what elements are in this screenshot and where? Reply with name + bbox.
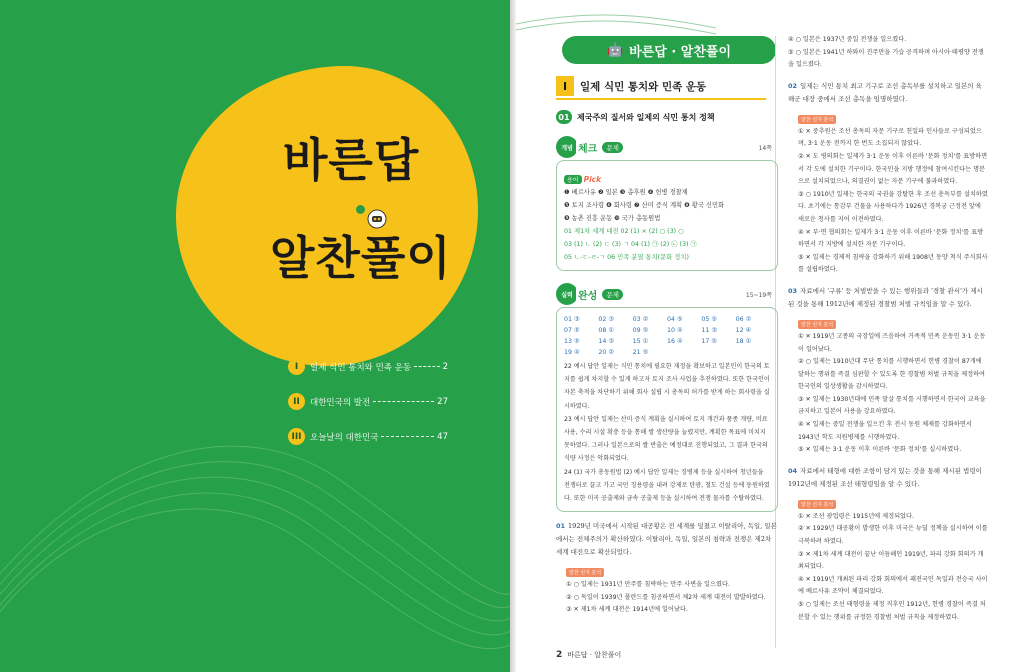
question-number: 03 bbox=[788, 286, 798, 295]
answer-item: 13 ⑤ bbox=[564, 338, 580, 345]
answer-item: 16 ④ bbox=[666, 338, 683, 345]
answer-paragraph: 22 예시 답안 일제는 식민 통치에 필요한 재정을 확보하고 일본인이 한국의 토지를 쉽게 차지할 수 있게 하고자 토지 조사 사업을 추진하였다. 또한 한국인이 자본 축적을 차단하기 위해 회사 설립 시 총독의 허가를 받게 하는 회사령을 실시하였다. bbox=[564, 363, 770, 410]
answer-item: 17 ⑤ bbox=[701, 338, 717, 345]
answer-item: 06 ② bbox=[735, 316, 752, 323]
cover-dot bbox=[356, 205, 365, 214]
check-line: 05 ㄴ-ㄷ-ㄹ-ㄱ 06 민족 분열 통치(문화 정치) bbox=[564, 254, 689, 261]
unit-title bbox=[556, 76, 778, 96]
unit-title-text: 일제 식민 통치와 민족 운동 bbox=[580, 80, 707, 93]
toc-page: 47 bbox=[437, 431, 448, 442]
option-line: ② ○ 독일이 1939년 폴란드를 침공하면서 제2차 세계 대전이 발발하였다. bbox=[566, 593, 766, 601]
option-line: ⑤ ○ 일제는 조선 태형령을 제정 직후인 1912년, 헌병 경찰이 즉결 처분할 수 있는 행위를 규정한 경찰범 처벌 규칙을 제정하였다. bbox=[798, 601, 986, 621]
lesson-number: 01 bbox=[556, 110, 572, 124]
option-line: ① ✕ 조선 광업령은 1915년에 제정되었다. bbox=[798, 512, 914, 520]
answer-item: 20 ② bbox=[598, 349, 614, 356]
question-03 bbox=[788, 285, 988, 311]
check-line: ❺ 토지 조사령 ❻ 회사령 ❼ 산미 증식 계획 ❽ 황국 신민화 bbox=[564, 202, 725, 209]
question-text: 일제는 식민 통치 최고 기구로 조선 총독부를 설치하고 일본의 육해군 대장 중에서 조선 총독을 임명하였다. bbox=[788, 81, 982, 103]
answer-item: 12 ④ bbox=[735, 327, 752, 334]
question-number: 04 bbox=[788, 466, 798, 475]
complete-sub: 문제 bbox=[602, 289, 623, 300]
complete-tag: 실력 bbox=[556, 283, 578, 305]
check-header bbox=[556, 136, 778, 158]
cover-title-line1: 바른답 bbox=[283, 133, 420, 187]
option-line: ④ ✕ 일제는 중일 전쟁을 일으킨 후 전시 동원 체제를 강화하면서 1943년 학도 지원병제를 시행하였다. bbox=[798, 421, 972, 441]
toc-page: 27 bbox=[437, 396, 448, 407]
toc-item[interactable] bbox=[288, 356, 448, 377]
check-line: 01 제1차 세계 대전 02 (1) × (2) ○ (3) ○ bbox=[564, 228, 684, 235]
footer-label: 바른답 · 알찬풀이 bbox=[567, 651, 622, 659]
check-badge bbox=[556, 136, 623, 158]
option-line: ② ✕ 1929년 대공황이 발생한 이후 미국은 뉴딜 정책을 실시하여 이를 극복하려 하였다. bbox=[798, 525, 988, 546]
complete-word: 완성 bbox=[576, 287, 599, 302]
check-line: ❶ 베르사유 ❷ 일본 ❸ 총후원 ❹ 헌병 경찰제 bbox=[564, 189, 688, 196]
option-line: ① ○ 일제는 1931년 만주를 침략하는 만주 사변을 일으켰다. bbox=[566, 581, 730, 589]
complete-badge bbox=[556, 283, 623, 305]
question-02 bbox=[788, 80, 988, 106]
option-line: ③ ✕ 제1차 세계 대전은 1914년에 일어났다. bbox=[566, 606, 688, 614]
question-text: 1929년 미국에서 시작된 대공황은 전 세계를 덮쳤고 이탈리아, 독일, 일본에서는 전체주의가 확산하였다. 이탈리아, 독일, 일본의 침략과 전쟁은 제2차 세계 대전으로 확산되었다. bbox=[556, 522, 777, 557]
answer-item: 10 ④ bbox=[666, 327, 683, 334]
answer-item: 19 ④ bbox=[564, 349, 580, 356]
option-line: ③ ✕ 제1차 세계 대전이 끝난 이듬해인 1919년, 파리 강화 회의가 개최되었다. bbox=[798, 550, 984, 571]
question-number: 02 bbox=[788, 81, 798, 90]
toc-label: 오늘날의 대한민국 bbox=[310, 432, 379, 443]
pick-label: 용어 bbox=[564, 175, 582, 184]
answer-paragraph: 23 예시 답안 일제는 산미 증식 계획을 실시하여 토지 개간과 품종 개량, 비료 사용, 수리 시설 확충 등을 통해 쌀 생산량을 늘렸지만, 계획한 목표에 미치지 못하였다. 그러나 일본으로의 쌀 반출은 예정대로 진행되었고, 그 결과 한국의 식량 사정은 악화되었다. bbox=[564, 415, 768, 463]
option-line: ② ○ 일제는 1910년대 무단 통치를 시행하면서 헌병 경찰이 87개에 달하는 행위를 즉결 심판할 수 있도록 한 경찰범 처벌 규칙을 제정하여 한국인의 일상생활을 감시하였다. bbox=[798, 358, 986, 391]
toc-leader bbox=[414, 366, 439, 367]
check-tag: 개념 bbox=[556, 136, 578, 158]
answer-item: 01 ③ bbox=[564, 316, 580, 323]
option-line: ① ✕ 중추원은 조선 총독의 자문 기구로 친일파 인사들로 구성되었으며, 3·1 운동 전까지 한 번도 소집되지 않았다. bbox=[798, 127, 982, 148]
toc-number: I bbox=[288, 358, 305, 375]
option-analysis-badge: 알찬 선지 분석 bbox=[798, 115, 836, 124]
answer-item: 08 ① bbox=[598, 327, 614, 334]
toc-number: III bbox=[288, 428, 305, 445]
check-sub: 문제 bbox=[602, 142, 623, 153]
page-header bbox=[562, 36, 776, 64]
toc-item[interactable] bbox=[288, 426, 448, 447]
complete-card bbox=[556, 307, 778, 512]
robot-header-icon: 🤖 bbox=[606, 42, 624, 58]
option-analysis-badge: 알찬 선지 분석 bbox=[798, 500, 836, 509]
answer-item: 11 ③ bbox=[701, 327, 717, 334]
answer-paragraph: 24 (1) 국가 총동원법 (2) 예시 답안 일제는 징병제 등을 실시하여 청년들을 전쟁터로 끌고 가고 국민 징용령을 내려 강제로 탄광, 철도 건설 등에 동원하였다. 또한 미곡 공출제와 금속 공출제 등을 실시하여 전쟁 물자를 수탈하였다. bbox=[564, 468, 770, 503]
answer-item: 09 ⑤ bbox=[632, 327, 649, 334]
check-line: 03 (1) ㄴ (2) ㄷ (3) ㄱ 04 (1) ㉠ (2) ㉡ (3) ㉠ bbox=[564, 241, 697, 248]
option-line: ③ ○ 1910년 일제는 한국의 국권을 강탈한 후 조선 총독부를 설치하였다. 초기에는 통감부 건물을 사용하다가 1926년 경복궁 근정전 앞에 새로운 청사를 지어 이전하였다. bbox=[798, 190, 988, 223]
toc-leader bbox=[373, 401, 434, 402]
check-word: 체크 bbox=[576, 140, 599, 155]
option-line: ⑤ ✕ 일제는 3·1 운동 이후 이른바 '문화 정치'를 실시하였다. bbox=[798, 446, 962, 454]
toc-page: 2 bbox=[442, 361, 448, 372]
complete-header bbox=[556, 283, 778, 305]
question-04 bbox=[788, 465, 988, 491]
complete-page: 15~19쪽 bbox=[745, 291, 772, 299]
option-line: ④ ✕ 1919년 개최된 파리 강화 회의에서 패전국인 독일과 전승국 사이에 베르사유 조약이 체결되었다. bbox=[798, 575, 988, 596]
lesson-title-text: 제국주의 질서와 일제의 식민 통치 정책 bbox=[577, 112, 715, 122]
option-line: ③ ✕ 일제는 1930년대에 민족 말살 통치를 시행하면서 한국어 교육을 금지하고 일본어 사용을 강요하였다. bbox=[798, 395, 986, 416]
answer-item: 02 ③ bbox=[598, 316, 614, 323]
option-analysis-badge: 알찬 선지 분석 bbox=[798, 320, 836, 329]
question-text: 자료에서 태형에 대한 조항이 담겨 있는 것을 통해 제시된 법령이 1912년에 제정된 조선 태형령임을 알 수 있다. bbox=[788, 466, 982, 488]
toc-number: II bbox=[288, 393, 305, 410]
toc-leader bbox=[381, 436, 434, 437]
toc-label: 일제 식민 통치와 민족 운동 bbox=[310, 362, 412, 373]
option-line: ④ ○ 일본은 1937년 중일 전쟁을 일으켰다. bbox=[788, 36, 907, 43]
option-line: ④ ✕ 부·면 협의회는 일제가 3·1 운동 이후 이른바 '문화 정치'를 표방하면서 각 지방에 설치한 자문 기구이다. bbox=[798, 228, 984, 249]
option-line: ⑤ ○ 일본은 1941년 하와이 진주만을 기습 공격하며 아시아·태평양 전쟁을 일으켰다. bbox=[788, 48, 984, 69]
table-of-contents bbox=[288, 356, 448, 461]
answer-item: 14 ③ bbox=[598, 338, 614, 345]
question-number: 01 bbox=[556, 522, 566, 531]
answer-grid bbox=[564, 316, 770, 356]
answer-item: 18 ① bbox=[735, 338, 752, 345]
option-analysis-badge: 알찬 선지 분석 bbox=[566, 568, 604, 577]
option-line: ⑤ ✕ 일제는 경제적 침략을 강화하기 위해 1908년 동양 척식 주식회사를 설립하였다. bbox=[798, 253, 988, 274]
check-page: 14쪽 bbox=[758, 144, 772, 152]
unit-underline bbox=[556, 98, 766, 100]
answer-page bbox=[516, 0, 1024, 672]
question-text: 자료에서 '구류' 등 처벌받을 수 있는 행위들과 '경찰 관서'가 제시된 것을 통해 1912년에 제정된 경찰범 처벌 규칙임을 알 수 있다. bbox=[788, 286, 983, 308]
answer-item: 15 ① bbox=[632, 338, 649, 345]
page-number: 2 bbox=[556, 650, 563, 660]
option-line: ② ✕ 도 평의회는 일제가 3·1 운동 이후 이른바 '문화 정치'를 표방하면서 각 도에 설치한 기구이다. 한국인을 지방 행정에 참여시킨다는 명분으로 설치되었으나, 의결권이 없는 자문 기구에 불과하였다. bbox=[798, 152, 988, 186]
unit-number: I bbox=[556, 76, 574, 96]
header-title: 바른답 · 알찬풀이 bbox=[629, 44, 732, 60]
toc-label: 대한민국의 발전 bbox=[310, 397, 371, 408]
left-column bbox=[556, 76, 778, 617]
answer-item: 03 ② bbox=[632, 316, 649, 323]
answer-item: 05 ⑤ bbox=[701, 316, 717, 323]
right-column bbox=[788, 34, 988, 624]
page-footer bbox=[556, 650, 621, 660]
check-card bbox=[556, 160, 778, 271]
answer-item: 04 ⑤ bbox=[666, 316, 683, 323]
cover-page bbox=[0, 0, 510, 672]
option-line: ① ✕ 1919년 고종의 국장일에 즈음하여 거족적 민족 운동인 3·1 운동이 일어났다. bbox=[798, 332, 986, 353]
answer-item: 07 ⑤ bbox=[564, 327, 580, 334]
toc-item[interactable] bbox=[288, 391, 448, 412]
check-line: ❾ 농촌 진흥 운동 ❿ 국가 총동원법 bbox=[564, 215, 661, 222]
answer-item: 21 ⑤ bbox=[632, 349, 649, 356]
pick-word: Pick bbox=[583, 175, 602, 184]
cover-title-line2: 알찬풀이 bbox=[270, 231, 452, 285]
lesson-title bbox=[556, 110, 778, 124]
question-01 bbox=[556, 520, 778, 559]
